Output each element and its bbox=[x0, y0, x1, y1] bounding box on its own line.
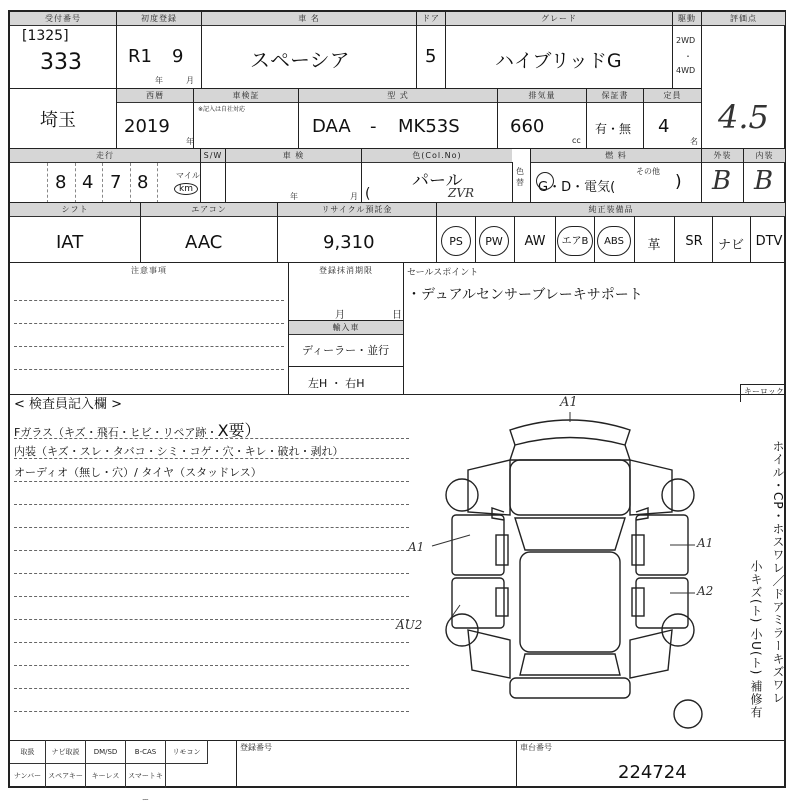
equipment-ps: PS bbox=[441, 226, 471, 256]
sales-point-label: セールスポイント bbox=[407, 268, 479, 278]
equipment-sr: SR bbox=[685, 234, 703, 249]
glass-note: Fガラス（キズ・飛石・ヒビ・リペア跡・ bbox=[14, 426, 218, 439]
shift-label: シフト bbox=[10, 203, 140, 217]
footer-items-table bbox=[10, 740, 236, 804]
displacement-label: 排気量 bbox=[498, 89, 586, 103]
glass-mark: X bbox=[217, 421, 229, 440]
capacity: 4 bbox=[658, 116, 670, 137]
caution-label: 注意事項 bbox=[10, 264, 288, 277]
capacity-unit: 名 bbox=[690, 137, 698, 146]
vertical-note-2: 小キズ(ト) 小U(ト) 補修有 bbox=[749, 560, 763, 720]
chassis-number: 224724 bbox=[618, 762, 687, 783]
car-damage-diagram bbox=[420, 400, 720, 720]
exterior-label: 外装 bbox=[702, 149, 743, 163]
western-year-unit: 年 bbox=[186, 137, 194, 146]
registration-number-label: 登録番号 bbox=[240, 743, 272, 752]
diagram-mark-left-rear: AU2 bbox=[396, 618, 423, 632]
inspection-year-unit: 年 bbox=[290, 192, 298, 201]
reception-label: 受付番号 bbox=[10, 12, 116, 26]
equipment-pw: PW bbox=[479, 226, 509, 256]
displacement: 660 bbox=[510, 116, 545, 137]
doors: 5 bbox=[425, 46, 437, 67]
reception-number: [1325] bbox=[22, 28, 69, 44]
footer-item-handling: 取扱 bbox=[10, 740, 46, 764]
mileage-label: 走行 bbox=[10, 149, 200, 163]
lot-number: 333 bbox=[40, 50, 82, 75]
inspection-label: 車 検 bbox=[226, 149, 361, 163]
color-change-label: 色替 bbox=[516, 167, 524, 187]
sales-point: ・デュアルセンサーブレーキサポート bbox=[407, 287, 643, 303]
footer-item-spare-key: スペアキー bbox=[46, 764, 86, 788]
region: 埼玉 bbox=[40, 110, 76, 131]
drive-sep: ・ bbox=[684, 52, 692, 61]
mileage-digit-3: 7 bbox=[110, 172, 122, 193]
doors-label: ドア bbox=[417, 12, 445, 26]
recycle-deposit: 9,310 bbox=[323, 232, 375, 253]
reg-day-unit: 日 bbox=[392, 310, 402, 321]
drive-2wd: 2WD bbox=[676, 36, 696, 45]
footer-item-dm-sd: DM/SD bbox=[86, 740, 126, 764]
grade-label: グレード bbox=[446, 12, 672, 26]
fuel-close-paren: ) bbox=[675, 172, 682, 192]
grade: ハイブリッドG bbox=[495, 50, 622, 72]
model-code: MK53S bbox=[398, 116, 460, 137]
glass-note-suffix: 要） bbox=[228, 421, 261, 440]
footer-item-number-plate: ナンバー bbox=[10, 764, 46, 788]
first-registration-label: 初度登録 bbox=[117, 12, 201, 26]
vertical-note-1: ホイル・CP・ホスワレ／ドアミラーキズワレ bbox=[771, 440, 785, 705]
mileage-digit-2: 4 bbox=[82, 172, 94, 193]
equipment-aw: AW bbox=[524, 234, 546, 249]
color-label: 色(Col.No) bbox=[362, 149, 512, 163]
inspector-title: < 検査員記入欄 > bbox=[14, 397, 123, 412]
fuel-circle-mark bbox=[536, 172, 554, 190]
drive-4wd: 4WD bbox=[676, 66, 696, 75]
mileage-unit: km bbox=[174, 183, 198, 195]
exterior-grade: B bbox=[712, 166, 732, 196]
fuel-value: G・D・電気( bbox=[538, 180, 616, 195]
import-value: ディーラー・並行 bbox=[302, 344, 390, 357]
first-reg-month-unit: 月 bbox=[186, 76, 194, 85]
first-reg-month: 9 bbox=[172, 46, 184, 67]
interior-grade: B bbox=[754, 166, 774, 196]
mileage-digit-4: 8 bbox=[137, 172, 149, 193]
chassis-number-label: 車台番号 bbox=[520, 743, 552, 752]
diagram-mark-left: A1 bbox=[408, 540, 425, 554]
sw-label: S/W bbox=[201, 149, 225, 163]
footer-item-keyless: キーレス bbox=[86, 764, 126, 788]
diagram-mark-front: A1 bbox=[560, 395, 578, 410]
key-lock-label: キーロック bbox=[744, 387, 784, 396]
equipment-abs: ABS bbox=[597, 226, 631, 256]
recycle-label: リサイクル預託金 bbox=[278, 203, 436, 217]
model-sep: - bbox=[370, 116, 377, 137]
model-code-label: 型 式 bbox=[299, 89, 497, 103]
first-reg-year-unit: 年 bbox=[155, 76, 163, 85]
score: 4.5 bbox=[718, 98, 769, 136]
color-code: ZVR bbox=[448, 186, 475, 200]
inspection-month-unit: 月 bbox=[350, 192, 358, 201]
western-year: 2019 bbox=[124, 116, 170, 137]
warranty-label: 保証書 bbox=[587, 89, 643, 103]
ac-label: エアコン bbox=[141, 203, 277, 217]
inspector-line-3: オーディオ（無し・穴）/ タイヤ（スタッドレス） bbox=[14, 466, 262, 479]
color-name: パール bbox=[412, 171, 463, 191]
fuel-other-label: その他 bbox=[636, 167, 660, 176]
equipment-dtv: DTV bbox=[755, 234, 783, 249]
registration-deadline-label: 登録抹消期限 bbox=[289, 264, 403, 277]
interior-label: 内装 bbox=[744, 149, 785, 163]
western-year-label: 西暦 bbox=[117, 89, 193, 103]
cc-unit: cc bbox=[572, 136, 581, 145]
first-reg-year: R1 bbox=[128, 46, 152, 67]
diagram-mark-right-rear: A2 bbox=[697, 584, 714, 598]
drive-label: 駆動 bbox=[673, 12, 701, 26]
ac: AAC bbox=[185, 232, 223, 253]
model-prefix: DAA bbox=[312, 116, 351, 137]
footer-item-bcas: B-CAS bbox=[126, 740, 166, 764]
mileage-unit-miles: マイル bbox=[176, 171, 200, 180]
capacity-label: 定員 bbox=[644, 89, 701, 103]
diagram-mark-right-front: A1 bbox=[697, 536, 714, 550]
equipment-airbag: エアB bbox=[557, 226, 593, 256]
model-name-label: 車 名 bbox=[202, 12, 416, 26]
mileage-digit-1: 8 bbox=[55, 172, 67, 193]
inspector-line-2: 内装（キズ・スレ・タバコ・シミ・コゲ・穴・キレ・破れ・剥れ） bbox=[14, 445, 344, 458]
score-label: 評価点 bbox=[702, 12, 785, 26]
handle-value: 左H ・ 右H bbox=[308, 377, 365, 390]
footer-item-smart-key: スマートキー bbox=[126, 764, 166, 788]
inspection-cert-note: ※記入は自社対応 bbox=[198, 106, 246, 113]
equipment-label: 純正装備品 bbox=[437, 203, 785, 217]
shift: IAT bbox=[56, 232, 84, 253]
fuel-label: 燃 料 bbox=[531, 149, 701, 163]
equipment-leather: 革 bbox=[647, 238, 661, 253]
footer-item-navi-manual: ナビ取説 bbox=[46, 740, 86, 764]
model-name: スペーシア bbox=[250, 48, 350, 72]
inspection-cert-label: 車検証 bbox=[194, 89, 298, 103]
reg-month-unit: 月 bbox=[335, 310, 345, 321]
footer-item-remote: リモコン bbox=[166, 740, 208, 764]
equipment-navi: ナビ bbox=[717, 238, 744, 253]
import-label: 輸入車 bbox=[289, 321, 403, 335]
warranty-value: 有・無 bbox=[595, 122, 632, 136]
